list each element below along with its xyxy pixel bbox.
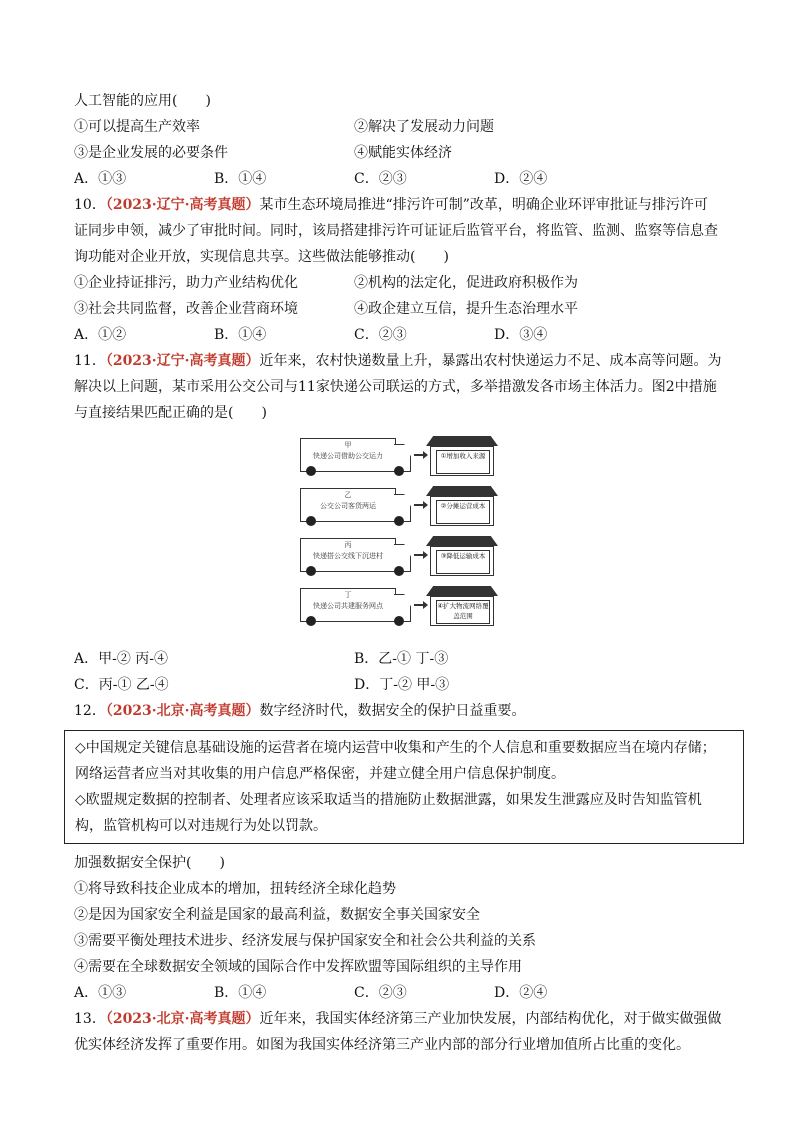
question-text: 证同步申领，减少了审批时间。同时，该局搭建排污许可证证后监管平台，将监管、监测、监察等信息查 xyxy=(74,223,718,239)
answer-options xyxy=(74,672,734,698)
truck-text: 快递公司共建服务网点 xyxy=(313,602,383,610)
question-source: （2023·辽宁·高考真题） xyxy=(105,353,260,369)
truck-tag: 乙 xyxy=(344,491,352,499)
wheel-icon xyxy=(306,566,316,576)
question-text: 与直接结果匹配正确的是( ) xyxy=(74,405,267,421)
answer-options xyxy=(74,980,734,1006)
question-text: 某市生态环境局推进“排污许可制”改革，明确企业环评审批证与排污许可 xyxy=(259,197,708,213)
statement-2: ②是因为国家安全利益是国家的最高利益，数据安全事关国家安全 xyxy=(74,907,480,923)
question-12-line-1 xyxy=(74,698,734,724)
house-2 xyxy=(426,486,498,526)
house-1 xyxy=(426,436,498,476)
wheel-icon xyxy=(394,466,404,476)
answer-options xyxy=(74,322,734,348)
material-text: ◇中国规定关键信息基础设施的运营者在境内运营中收集和产生的个人信息和重要数据应当在境内存储； xyxy=(75,740,716,756)
result-text: ②分摊运营成本 xyxy=(436,500,490,524)
option-a: A．①② xyxy=(74,327,127,343)
statement-4: ④赋能实体经济 xyxy=(354,145,452,161)
truck-text: 公交公司客货两运 xyxy=(320,502,376,510)
result-text: ④扩大物流网络覆盖范围 xyxy=(436,600,490,624)
answer-options xyxy=(74,646,734,672)
statement-4: ④政企建立互信，提升生态治理水平 xyxy=(354,301,578,317)
wheel-icon xyxy=(306,516,316,526)
question-text: 优实体经济发挥了重要作用。如图为我国实体经济第三产业内部的部分行业增加值所占比重的变化。 xyxy=(74,1037,690,1053)
truck-tag: 甲 xyxy=(344,441,352,449)
material-text: 构，监管机构可以对违规行为处以罚款。 xyxy=(75,818,327,834)
option-a: A．甲-② 丙-④ xyxy=(74,651,169,667)
option-c: C．②③ xyxy=(354,171,407,187)
question-source: （2023·北京·高考真题） xyxy=(105,703,260,719)
result-text: ①增加收入来源 xyxy=(436,450,490,474)
roof-icon xyxy=(426,586,498,596)
question-number: 13． xyxy=(74,1011,106,1027)
statement-2: ②机构的法定化，促进政府积极作为 xyxy=(354,275,578,291)
statement-2: ②解决了发展动力问题 xyxy=(354,119,494,135)
option-b: B．乙-① 丁-③ xyxy=(354,651,449,667)
question-text: 解决以上问题，某市采用公交公司与11家快递公司联运的方式，多举措激发各市场主体活力。图2中措施 xyxy=(74,379,717,395)
wheel-icon xyxy=(394,616,404,626)
question-13-line-1 xyxy=(74,1006,734,1032)
truck-ding xyxy=(300,588,416,628)
option-d: D．②④ xyxy=(494,171,548,187)
truck-tag: 丙 xyxy=(344,541,352,549)
option-b: B．①④ xyxy=(214,171,267,187)
wheel-icon xyxy=(394,516,404,526)
answer-options xyxy=(74,166,734,192)
statement-row xyxy=(74,114,734,140)
question-stem: 人工智能的应用( ) xyxy=(74,93,211,109)
truck-bing xyxy=(300,538,416,578)
truck-jia xyxy=(300,438,416,478)
option-d: D．③④ xyxy=(494,327,548,343)
statement-row xyxy=(74,270,734,296)
wheel-icon xyxy=(306,616,316,626)
truck-tag: 丁 xyxy=(344,591,352,599)
arrow-icon xyxy=(414,554,426,556)
question-number: 10． xyxy=(74,197,106,213)
statement-1: ①企业持证排污，助力产业结构优化 xyxy=(74,275,298,291)
arrow-icon xyxy=(414,504,426,506)
material-text: 网络运营者应当对其收集的用户信息严格保密，并建立健全用户信息保护制度。 xyxy=(75,766,565,782)
material-text: ◇欧盟规定数据的控制者、处理者应该采取适当的措施防止数据泄露，如果发生泄露应及时告知监管机 xyxy=(75,792,702,808)
statement-3: ③是企业发展的必要条件 xyxy=(74,145,228,161)
option-c: C．②③ xyxy=(354,985,407,1001)
option-b: B．①④ xyxy=(214,985,267,1001)
roof-icon xyxy=(426,536,498,546)
house-3 xyxy=(426,536,498,576)
question-text: 数字经济时代，数据安全的保护日益重要。 xyxy=(259,703,526,719)
question-10-line-1 xyxy=(74,192,734,218)
document-page xyxy=(74,88,734,1058)
question-11-line-1 xyxy=(74,348,734,374)
statement-row xyxy=(74,296,734,322)
question-text: 询功能对企业开放，实现信息共享。这些做法能够推动( ) xyxy=(74,249,449,265)
option-a: A．①③ xyxy=(74,985,127,1001)
house-4 xyxy=(426,586,498,626)
result-text: ③降低运输成本 xyxy=(436,550,490,574)
question-text: 近年来，我国实体经济第三产业加快发展，内部结构优化，对于做实做强做 xyxy=(259,1011,722,1027)
question-source: （2023·北京·高考真题） xyxy=(105,1011,260,1027)
option-b: B．①④ xyxy=(214,327,267,343)
question-source: （2023·辽宁·高考真题） xyxy=(105,197,260,213)
statement-1: ①可以提高生产效率 xyxy=(74,119,200,135)
option-d: D．丁-② 甲-③ xyxy=(354,677,450,693)
roof-icon xyxy=(426,486,498,496)
question-number: 12． xyxy=(74,703,106,719)
delivery-figure xyxy=(300,436,520,636)
statement-row xyxy=(74,140,734,166)
arrow-icon xyxy=(414,454,426,456)
statement-4: ④需要在全球数据安全领域的国际合作中发挥欧盟等国际组织的主导作用 xyxy=(74,959,522,975)
statement-1: ①将导致科技企业成本的增加，扭转经济全球化趋势 xyxy=(74,881,396,897)
truck-text: 快递公司借助公交运力 xyxy=(313,452,383,460)
question-number: 11． xyxy=(74,353,106,369)
option-c: C．丙-① 乙-④ xyxy=(74,677,169,693)
option-a: A．①③ xyxy=(74,171,127,187)
material-box xyxy=(64,730,744,844)
wheel-icon xyxy=(394,566,404,576)
truck-yi xyxy=(300,488,416,528)
statement-3: ③社会共同监督，改善企业营商环境 xyxy=(74,301,298,317)
question-text: 近年来，农村快递数量上升，暴露出农村快递运力不足、成本高等问题。为 xyxy=(259,353,722,369)
option-c: C．②③ xyxy=(354,327,407,343)
wheel-icon xyxy=(306,466,316,476)
truck-text: 快递搭公交线下沉进村 xyxy=(313,552,383,560)
roof-icon xyxy=(426,436,498,446)
question-stem: 加强数据安全保护( ) xyxy=(74,855,225,871)
option-d: D．②④ xyxy=(494,985,548,1001)
statement-3: ③需要平衡处理技术进步、经济发展与保护国家安全和社会公共利益的关系 xyxy=(74,933,536,949)
arrow-icon xyxy=(414,604,426,606)
